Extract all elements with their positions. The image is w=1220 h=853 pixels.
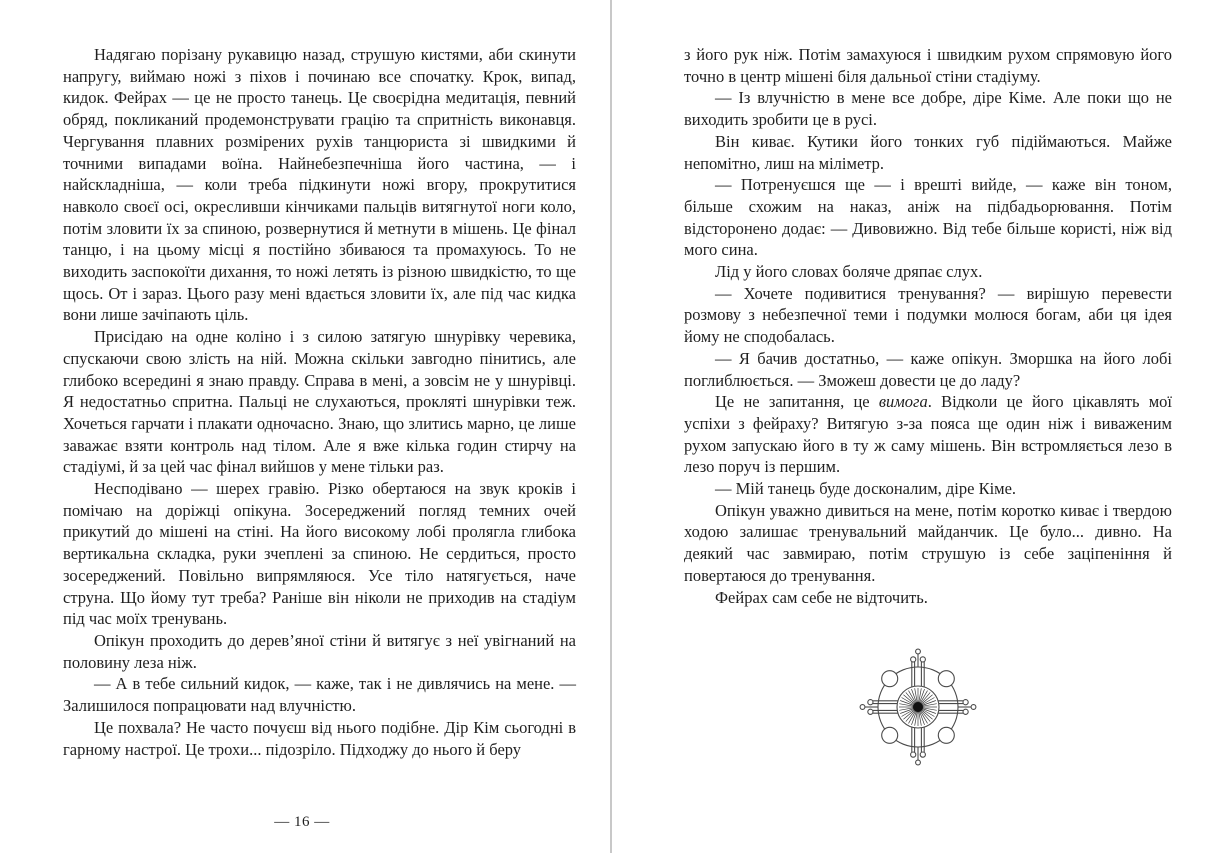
- paragraph: [63, 44, 576, 326]
- paragraph: [684, 261, 1172, 283]
- text-run: Надягаю порізану рукавицю назад, струшую кистями, аби скинути напругу, виймаю ножі з піхов і починаю все спочатку. Крок, випад, кидок. Фейрах — це не просто танець. Це своєрідна медитація, певний обряд, покликаний продемонструвати грацію та спритність виконавця. Чергування плавних розмірених рухів танцюриста зі швидкими й точними випадами воїна. Найнебезпечніша його частина, — і найскладніша, — коли треба підкинути ножі вгору, прокрутитися навколо своєї осі, окресливши кінчиками пальців витягнутої ноги коло, потім зловити їх за спиною, розвернутися й метнути в мішень. Це фінал танцю, і на цьому місці я постійно збиваюся та промахуюсь. То не виходить заспокоїти дихання, то ножі летять із різною швидкістю, то ще щось. От і зараз. Цього разу мені вдається зловити їх, але під час кидка вони лише зачіпають ціль.: [63, 45, 576, 325]
- text-run: Опікун проходить до дерев’яної стіни й витягує з неї увігнаний на половину леза ніж.: [63, 630, 576, 672]
- text-run: — Потренуєшся ще — і врешті вийде, — каже він тоном, більше схожим на наказ, аніж на підбадьорювання. Потім відсторонено додає: — Дивовижно. Від тебе більше користі, ніж від мого сина.: [684, 175, 1172, 260]
- page-divider: [610, 0, 612, 853]
- text-run: з його рук ніж. Потім замахуюся і швидким рухом спрямовую його точно в центр мішені біля дальньої стіни стадіуму.: [684, 45, 1172, 86]
- paragraph: [684, 283, 1172, 348]
- text-run: Лід у його словах боляче дряпає слух.: [715, 262, 983, 282]
- text-run: — А в тебе сильний кидок, — каже, так і не дивлячись на мене. — Залишилося попрацювати над влучністю.: [63, 674, 576, 716]
- paragraph: [684, 87, 1172, 130]
- text-run: Опікун уважно дивиться на мене, потім коротко киває і твердою ходою залишає тренувальний майданчик. Це було... дивно. На деякий час завмираю, потім струшую із себе заціпеніння й повертаюся до тренування.: [684, 500, 1172, 585]
- paragraph: [63, 478, 576, 630]
- text-run: Це не запитання, це: [715, 392, 879, 412]
- paragraph: [63, 326, 576, 478]
- text-run: Він киває. Кутики його тонких губ підіймаються. Майже непомітно, лиш на міліметр.: [684, 131, 1172, 173]
- left-page: [63, 44, 576, 760]
- paragraph: [684, 587, 1172, 609]
- paragraph: [684, 44, 1172, 87]
- paragraph: [684, 500, 1172, 587]
- text-run: Фейрах сам себе не відточить.: [715, 587, 928, 607]
- text-run: Несподівано — шерех гравію. Різко обертаюся на звук кроків і помічаю на доріжці опікуна. Зосереджений погляд темних очей прикутий до мішені на стіні. На його високому лобі пролягла глибока вертикальна складка, руки зчеплені за спиною. Не сердиться, просто зосереджений. Повільно випрямляюся. Усе тіло натягується, наче струна. Що йому тут треба? Раніше він ніколи не приходив на стадіум під час моїх тренувань.: [63, 479, 576, 629]
- text-run: — Мій танець буде досконалим, діре Кіме.: [715, 479, 1017, 499]
- paragraph: [63, 630, 576, 673]
- paragraph: [684, 131, 1172, 174]
- text-run: — Я бачив достатньо, — каже опікун. Зморшка на його лобі поглиблюється. — Зможеш довести це до ладу?: [684, 348, 1172, 390]
- text-run: — Із влучністю в мене все добре, діре Кіме. Але поки що не виходить зробити це в русі.: [684, 88, 1172, 130]
- text-run: Це похвала? Не часто почуєш від нього подібне. Дір Кім сьогодні в гарному настрої. Це трохи... підозріло. Підходжу до нього й беру: [63, 717, 576, 759]
- paragraph: [684, 348, 1172, 391]
- emphasized-text: вимога: [878, 392, 928, 412]
- paragraph: [63, 717, 576, 760]
- paragraph: [684, 391, 1172, 478]
- text-run: — Хочете подивитися тренування? — вирішую перевести розмову з небезпечної теми і подумки молюся богам, аби ця ідея йому не сподобалась.: [684, 283, 1172, 347]
- sun-mandala-ornament-icon: [856, 645, 980, 769]
- paragraph: [684, 478, 1172, 500]
- paragraph: [63, 673, 576, 716]
- text-run: . Відколи це його цікавлять мої успіхи з фейраху? Витягую з-за пояса ще один ніж і виваженим рухом запускаю його в ту ж саму мішень. Він встромляється лезо в лезо поруч із першим.: [684, 392, 1172, 477]
- right-page: [684, 44, 1172, 608]
- text-run: Присідаю на одне коліно і з силою затягую шнурівку черевика, спускаючи свою злість на ній. Можна скільки завгодно пінитись, але глибоко всередині я знаю правду. Справа в мені, а зовсім не у шнурівці. Я недостатньо спритна. Пальці не слухаються, прокляті шнурівки теж. Хочеться гарчати і плакати одночасно. Знаю, що злитись марно, це лише заважає взяти контроль над тілом. Але я вже кілька годин стирчу на стадіумі, й за цей час фінал вийшов у мене тільки раз.: [63, 327, 576, 477]
- paragraph: [684, 174, 1172, 261]
- page-number: — 16 —: [274, 814, 330, 830]
